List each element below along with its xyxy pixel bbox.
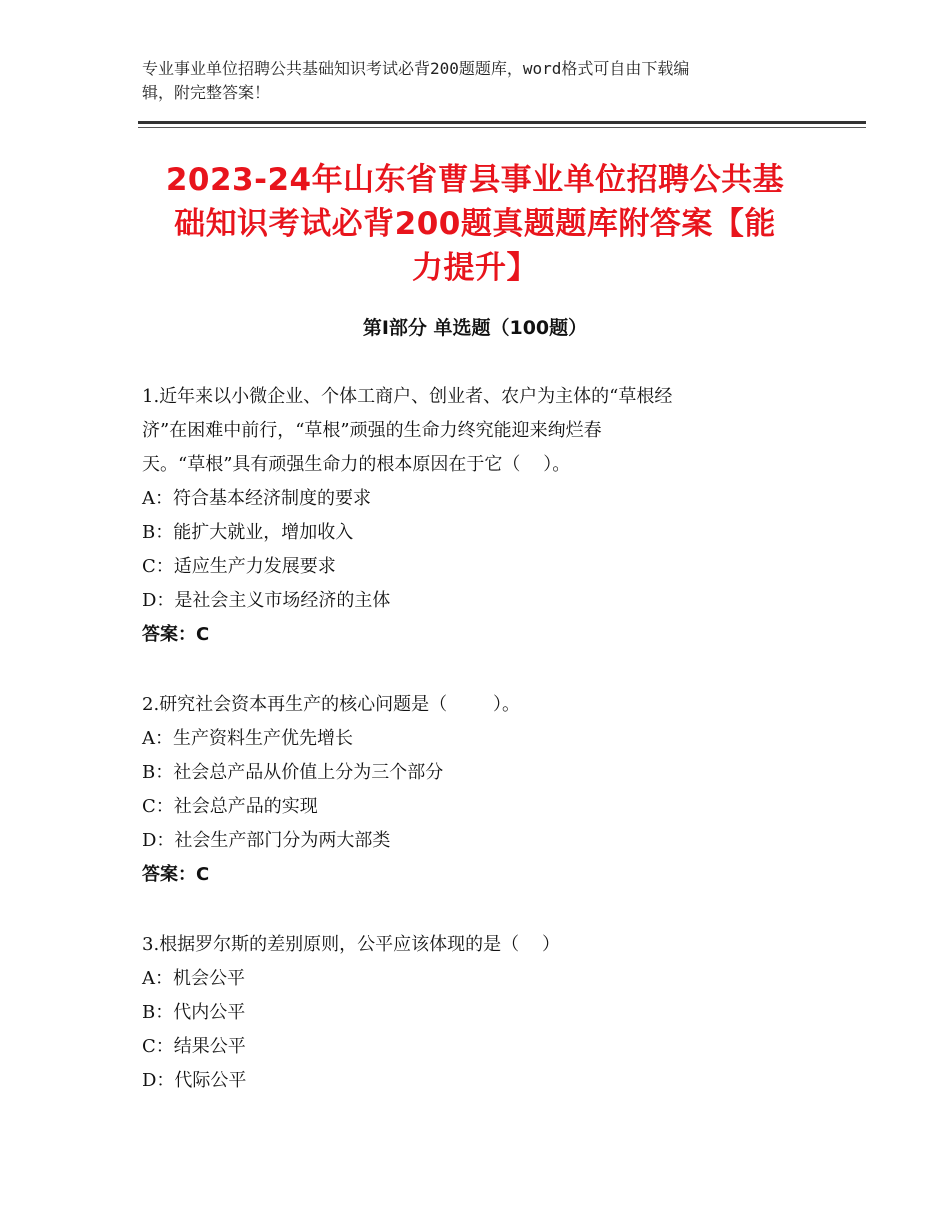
header-note [142,57,782,105]
option-c: C：社会总产品的实现 [142,796,318,817]
option-d: D：代际公平 [142,1070,247,1091]
header-note-line: 专业事业单位招聘公共基础知识考试必背200题题库，word格式可自由下载编 [142,59,690,78]
title-line: 2023-24年山东省曹县事业单位招聘公共基 [165,162,785,198]
option-b: B：代内公平 [142,1002,246,1023]
document-title [140,158,810,290]
option-c: C：适应生产力发展要求 [142,556,336,577]
option-d: D：是社会主义市场经济的主体 [142,590,391,611]
answer-label: 答案：C [142,624,210,645]
section-title: 第Ⅰ部分 单选题（100题） [362,317,588,339]
option-a: A：生产资料生产优先增长 [142,728,353,749]
question-3 [142,928,822,1098]
answer-label: 答案：C [142,864,210,885]
question-stem-line: 1.近年来以小微企业、个体工商户、创业者、农户为主体的“草根经 [142,386,673,407]
header-divider-thick [138,121,866,124]
option-b: B：社会总产品从价值上分为三个部分 [142,762,444,783]
header-divider-thin [138,127,866,128]
question-stem-line: 天。“草根”具有顽强生命力的根本原因在于它（ ）。 [142,454,571,475]
title-line: 力提升】 [412,250,538,286]
header-note-line: 辑，附完整答案！ [142,83,271,102]
option-c: C：结果公平 [142,1036,246,1057]
question-stem-line: 济”在困难中前行，“草根”顽强的生命力终究能迎来绚烂春 [142,420,602,441]
option-a: A：符合基本经济制度的要求 [142,488,371,509]
option-a: A：机会公平 [142,968,245,989]
question-stem-line: 3.根据罗尔斯的差别原则，公平应该体现的是（ ） [142,934,561,955]
question-1 [142,380,822,652]
question-stem-line: 2.研究社会资本再生产的核心问题是（ ）。 [142,694,520,715]
question-2 [142,688,822,892]
question-list [142,380,822,1134]
option-b: B：能扩大就业，增加收入 [142,522,354,543]
option-d: D：社会生产部门分为两大部类 [142,830,391,851]
title-line: 础知识考试必背200题真题题库附答案【能 [174,206,776,242]
